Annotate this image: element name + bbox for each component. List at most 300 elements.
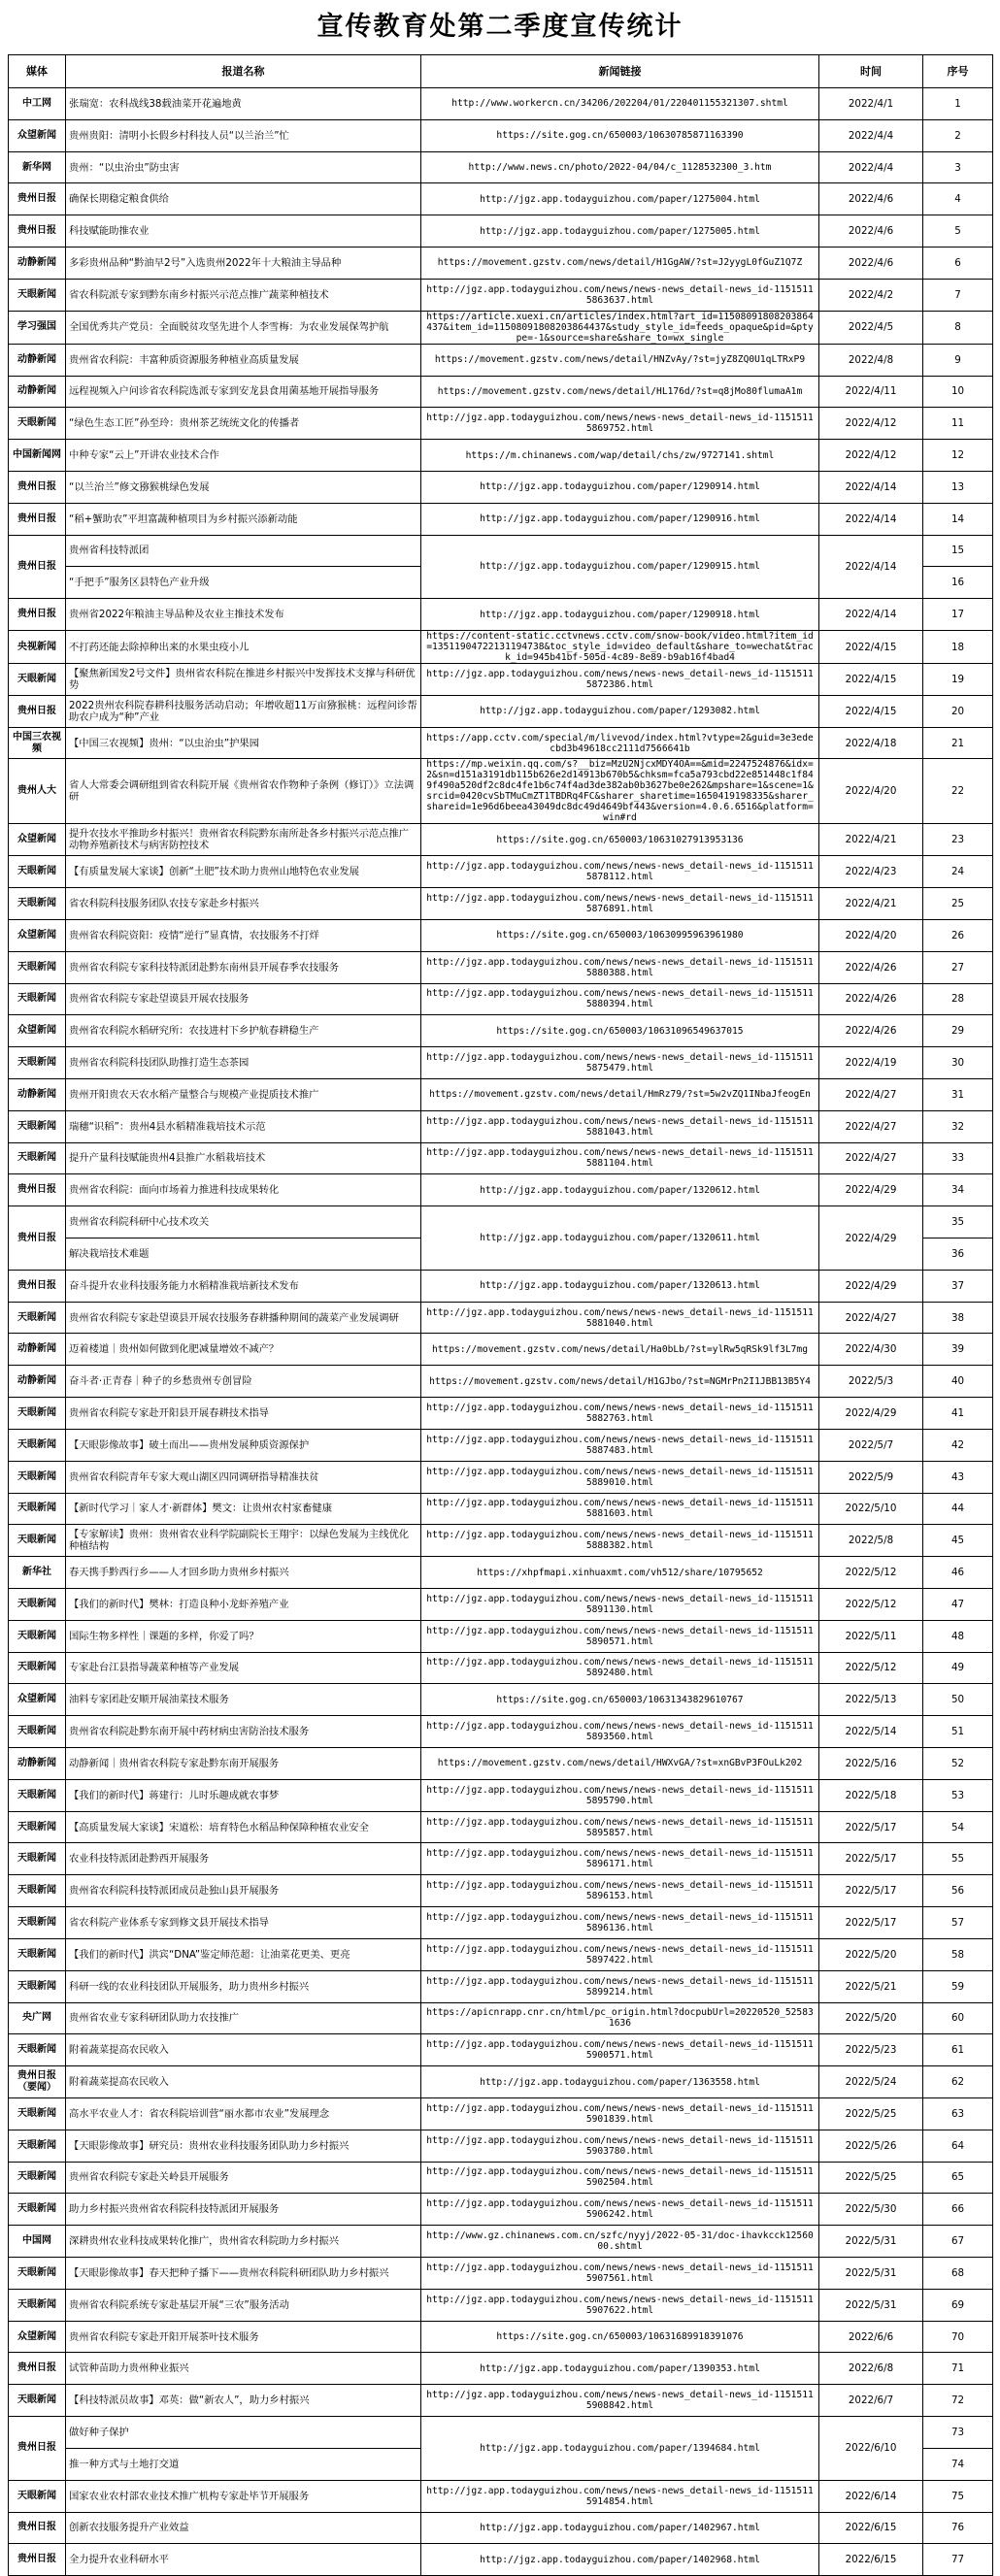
serial-number-cell: 39 [923,1334,993,1366]
report-name-cell: 国际生物多样性｜课题的多样，你爱了吗？ [66,1620,421,1652]
media-cell: 天眼新闻 [9,2162,66,2194]
table-row [9,1652,993,1684]
date-cell: 2022/4/2 [819,279,923,311]
report-name-cell: 油料专家团赴安顺开展油菜技术服务 [66,1684,421,1716]
news-link[interactable]: http://jgz.app.todayguizhou.com/news/news-news_detail-news_id-11515115899214.html [421,1970,819,2002]
media-cell: 天眼新闻 [9,1716,66,1748]
news-link[interactable]: http://jgz.app.todayguizhou.com/paper/1290914.html [421,471,819,503]
date-cell: 2022/4/14 [819,503,923,535]
date-cell: 2022/4/21 [819,888,923,920]
date-cell: 2022/5/12 [819,1588,923,1620]
table-row [9,215,993,248]
date-cell: 2022/5/11 [819,1620,923,1652]
table-row [9,1174,993,1206]
report-name-cell: 贵州省农科院专家赴开阳县开展春耕技术指导 [66,1398,421,1430]
news-link[interactable]: http://jgz.app.todayguizhou.com/news/news-news_detail-news_id-11515115891130.html [421,1588,819,1620]
media-cell: 中国网 [9,2226,66,2258]
serial-number-cell: 60 [923,2002,993,2034]
report-name-cell: 做好种子保护 [66,2417,421,2449]
news-link[interactable]: http://jgz.app.todayguizhou.com/news/news-news_detail-news_id-11515115881104.html [421,1142,819,1174]
serial-number-cell: 40 [923,1366,993,1398]
news-link[interactable]: http://jgz.app.todayguizhou.com/paper/1390353.html [421,2353,819,2385]
serial-number-cell: 73 [923,2417,993,2449]
table-row [9,1429,993,1461]
serial-number-cell: 22 [923,759,993,824]
table-row [9,1557,993,1589]
media-cell: 天眼新闻 [9,2034,66,2066]
report-name-cell: 贵州省农科院系统专家赴基层开展“三农”服务活动 [66,2289,421,2321]
news-link[interactable]: http://jgz.app.todayguizhou.com/news/news-news_detail-news_id-11515115890571.html [421,1620,819,1652]
report-name-cell: 农业科技特派团赴黔西开展服务 [66,1843,421,1875]
table-row [9,856,993,888]
news-link[interactable]: http://jgz.app.todayguizhou.com/news/news-news_detail-news_id-11515115880394.html [421,983,819,1015]
serial-number-cell: 64 [923,2130,993,2162]
news-link[interactable]: https://movement.gzstv.com/news/detail/HL176d/?st=q8jMo80flumaA1m [421,376,819,408]
report-name-cell: 贵州省农科院科技团队助推打造生态茶园 [66,1047,421,1079]
news-link[interactable]: http://jgz.app.todayguizhou.com/news/news-news_detail-news_id-11515115863637.html [421,279,819,311]
table-row [9,1047,993,1079]
news-link[interactable]: http://www.news.cn/photo/2022-04/04/c_1128532300_3.htm [421,151,819,183]
news-link[interactable]: http://jgz.app.todayguizhou.com/news/news-news_detail-news_id-11515115892480.html [421,1652,819,1684]
report-name-cell: 贵州省农科院赴黔东南开展中药材病虫害防治技术服务 [66,1716,421,1748]
serial-number-cell: 30 [923,1047,993,1079]
table-row [9,2226,993,2258]
date-cell: 2022/5/20 [819,1938,923,1970]
news-link[interactable]: http://jgz.app.todayguizhou.com/news/news-news_detail-news_id-11515115895857.html [421,1811,819,1843]
news-link[interactable]: http://jgz.app.todayguizhou.com/news/news-news_detail-news_id-11515115907622.html [421,2289,819,2321]
date-cell: 2022/5/31 [819,2226,923,2258]
report-name-cell: 【我们的新时代】樊林：打造良种小龙虾养殖产业 [66,1588,421,1620]
news-link[interactable]: http://jgz.app.todayguizhou.com/paper/1320613.html [421,1270,819,1302]
news-link[interactable]: http://jgz.app.todayguizhou.com/news/news-news_detail-news_id-11515115876891.html [421,888,819,920]
date-cell: 2022/6/8 [819,2353,923,2385]
report-name-cell: “稻+蟹助农”平坦富蔬种植项目为乡村振兴添新动能 [66,503,421,535]
news-link[interactable]: https://site.gog.cn/650003/10631343829610767 [421,1684,819,1716]
news-link[interactable]: https://movement.gzstv.com/news/detail/HNZvAy/?st=jyZ8ZQ0U1qLTRxP9 [421,344,819,376]
table-row [9,1716,993,1748]
date-cell: 2022/4/12 [819,440,923,472]
news-link[interactable]: http://jgz.app.todayguizhou.com/news/news-news_detail-news_id-11515115903780.html [421,2130,819,2162]
news-link[interactable]: https://m.chinanews.com/wap/detail/chs/zw/9727141.shtml [421,440,819,472]
table-row [9,727,993,759]
serial-number-cell: 23 [923,824,993,856]
media-cell: 天眼新闻 [9,2480,66,2512]
report-name-cell: 贵州省农科院科研中心技术攻关 [66,1206,421,1238]
table-row [9,471,993,503]
news-link[interactable]: http://jgz.app.todayguizhou.com/news/news-news_detail-news_id-11515115872386.html [421,664,819,696]
report-name-cell: 创新农技服务提升产业效益 [66,2512,421,2544]
serial-number-cell: 53 [923,1779,993,1811]
date-cell: 2022/5/17 [819,1907,923,1939]
header-link: 新闻链接 [421,55,819,88]
news-link[interactable]: https://app.cctv.com/special/m/livevod/index.html?vtype=2&guid=3e3edecbd3b49618cc2111d7566641b [421,727,819,759]
serial-number-cell: 45 [923,1525,993,1557]
report-name-cell: 省农科院科技服务团队农技专家赴乡村振兴 [66,888,421,920]
date-cell: 2022/5/31 [819,2258,923,2290]
serial-number-cell: 52 [923,1748,993,1780]
table-row [9,2130,993,2162]
serial-number-cell: 48 [923,1620,993,1652]
news-link[interactable]: http://jgz.app.todayguizhou.com/news/news-news_detail-news_id-11515115902504.html [421,2162,819,2194]
report-name-cell: 贵州省农业专家科研团队助力农技推广 [66,2002,421,2034]
table-row [9,440,993,472]
report-name-cell: 全国优秀共产党员：全面脱贫攻坚先进个人李雪梅：为农业发展保驾护航 [66,311,421,344]
serial-number-cell: 72 [923,2385,993,2417]
report-name-cell: 省人大常委会调研组到省农科院开展《贵州省农作物种子条例（修订）》立法调研 [66,759,421,824]
report-name-cell: 高水平农业人才：省农科院培训营“丽水都市农业”发展理念 [66,2097,421,2130]
news-link[interactable]: https://site.gog.cn/650003/10630785871163390 [421,119,819,151]
serial-number-cell: 29 [923,1015,993,1047]
table-row [9,151,993,183]
table-row [9,631,993,664]
news-link[interactable]: http://jgz.app.todayguizhou.com/paper/1290915.html [421,535,819,599]
table-row [9,1334,993,1366]
news-link[interactable]: http://jgz.app.todayguizhou.com/news/news-news_detail-news_id-11515115889010.html [421,1461,819,1493]
media-cell: 天眼新闻 [9,2385,66,2417]
serial-number-cell: 16 [923,567,993,599]
report-name-cell: 助力乡村振兴贵州省农科院科技特派团开展服务 [66,2194,421,2226]
table-row [9,1302,993,1334]
table-row [9,1270,993,1302]
news-link[interactable]: https://site.gog.cn/650003/10631096549637015 [421,1015,819,1047]
news-link[interactable]: http://jgz.app.todayguizhou.com/news/news-news_detail-news_id-11515115907561.html [421,2258,819,2290]
date-cell: 2022/5/3 [819,1366,923,1398]
date-cell: 2022/6/10 [819,2417,923,2481]
news-link[interactable]: https://movement.gzstv.com/news/detail/H1GgAW/?st=J2yygL0fGuZ1Q7Z [421,248,819,280]
media-cell: 天眼新闻 [9,408,66,440]
table-row [9,88,993,120]
date-cell: 2022/4/4 [819,151,923,183]
news-link[interactable]: http://jgz.app.todayguizhou.com/paper/1402967.html [421,2512,819,2544]
serial-number-cell: 56 [923,1875,993,1907]
media-cell: 天眼新闻 [9,1620,66,1652]
table-row [9,599,993,631]
report-name-cell: 【新时代学习｜家人才·新群体】樊文：让贵州农村家畜健康 [66,1493,421,1525]
table-row [9,1907,993,1939]
date-cell: 2022/5/21 [819,1970,923,2002]
media-cell: 动静新闻 [9,248,66,280]
table-row [9,1779,993,1811]
date-cell: 2022/5/14 [819,1716,923,1748]
table-row [9,1525,993,1557]
media-cell: 天眼新闻 [9,1811,66,1843]
serial-number-cell: 21 [923,727,993,759]
news-link[interactable]: https://apicnrapp.cnr.cn/html/pc_origin.html?docpubUrl=20220520_525831636 [421,2002,819,2034]
header-no: 序号 [923,55,993,88]
media-cell: 天眼新闻 [9,1779,66,1811]
news-link[interactable]: http://jgz.app.todayguizhou.com/paper/1394684.html [421,2417,819,2481]
report-name-cell: “以兰治兰”修文猕猴桃绿色发展 [66,471,421,503]
news-link[interactable]: https://movement.gzstv.com/news/detail/Ha0bLb/?st=ylRw5qRSk9lf3L7mg [421,1334,819,1366]
report-name-cell: 【我们的新时代】洪宾“DNA”鉴定师范超：让油菜花更美、更亮 [66,1938,421,1970]
news-link[interactable]: https://site.gog.cn/650003/10631027913953136 [421,824,819,856]
table-row [9,408,993,440]
news-link[interactable]: https://movement.gzstv.com/news/detail/HWXvGA/?st=xnGBvP3FOuLk202 [421,1748,819,1780]
report-name-cell: 【有质量发展大家谈】创新“土肥”技术助力贵州山地特色农业发展 [66,856,421,888]
media-cell: 动静新闻 [9,1366,66,1398]
report-name-cell: 试管种苗助力贵州种业振兴 [66,2353,421,2385]
table-row [9,183,993,215]
header-media: 媒体 [9,55,66,88]
news-link[interactable]: http://jgz.app.todayguizhou.com/paper/1293082.html [421,695,819,727]
serial-number-cell: 4 [923,183,993,215]
news-link[interactable]: http://jgz.app.todayguizhou.com/news/news-news_detail-news_id-11515115878112.html [421,856,819,888]
report-name-cell: 贵州省农科院科技特派团成员赴独山县开展服务 [66,1875,421,1907]
report-name-cell: “手把手”服务区县特色产业升级 [66,567,421,599]
news-link[interactable]: http://jgz.app.todayguizhou.com/news/news-news_detail-news_id-11515115914854.html [421,2480,819,2512]
news-link[interactable]: http://jgz.app.todayguizhou.com/news/news-news_detail-news_id-11515115888382.html [421,1525,819,1557]
media-cell: 贵州日报（要闻） [9,2066,66,2098]
news-link[interactable]: http://jgz.app.todayguizhou.com/news/news-news_detail-news_id-11515115908842.html [421,2385,819,2417]
serial-number-cell: 49 [923,1652,993,1684]
news-link[interactable]: https://content-static.cctvnews.cctv.com/snow-book/video.html?item_id=13511904722131194738&toc_style_id=video_default&share_to=wechat&track_id=945b41bf-505d-4c89-8e89-b9ab16f4bad4 [421,631,819,664]
report-name-cell: 贵州省农科院专家赴望谟县开展农技服务 [66,983,421,1015]
serial-number-cell: 46 [923,1557,993,1589]
news-link[interactable]: http://jgz.app.todayguizhou.com/news/news-news_detail-news_id-11515115893560.html [421,1716,819,1748]
serial-number-cell: 26 [923,919,993,951]
date-cell: 2022/5/26 [819,2130,923,2162]
table-row [9,1620,993,1652]
media-cell: 贵州日报 [9,1174,66,1206]
table-row [9,1843,993,1875]
report-name-cell: 贵州省农科院资阳：疫情“逆行”显真情，农技服务不打烊 [66,919,421,951]
report-name-cell: 贵州省农科院专家科技特派团赴黔东南州县开展春季农技服务 [66,951,421,983]
news-link[interactable]: http://www.workercn.cn/34206/202204/01/220401155321307.shtml [421,88,819,120]
table-row [9,2544,993,2576]
date-cell: 2022/4/20 [819,919,923,951]
date-cell: 2022/5/25 [819,2097,923,2130]
media-cell: 新华社 [9,1557,66,1589]
serial-number-cell: 44 [923,1493,993,1525]
table-row [9,2417,993,2449]
news-link[interactable]: http://jgz.app.todayguizhou.com/news/news-news_detail-news_id-11515115880388.html [421,951,819,983]
serial-number-cell: 11 [923,408,993,440]
date-cell: 2022/4/29 [819,1270,923,1302]
serial-number-cell: 69 [923,2289,993,2321]
report-name-cell: 科研一线的农业科技团队开展服务，助力贵州乡村振兴 [66,1970,421,2002]
news-link[interactable]: http://jgz.app.todayguizhou.com/news/news-news_detail-news_id-11515115882763.html [421,1398,819,1430]
news-link[interactable]: http://jgz.app.todayguizhou.com/paper/1363558.html [421,2066,819,2098]
news-link[interactable]: https://xhpfmapi.xinhuaxmt.com/vh512/share/10795652 [421,1557,819,1589]
media-cell: 中国新闻网 [9,440,66,472]
news-link[interactable]: http://jgz.app.todayguizhou.com/news/news-news_detail-news_id-11515115881040.html [421,1302,819,1334]
news-link[interactable]: http://jgz.app.todayguizhou.com/paper/1275004.html [421,183,819,215]
date-cell: 2022/4/26 [819,983,923,1015]
news-link[interactable]: http://jgz.app.todayguizhou.com/news/news-news_detail-news_id-11515115906242.html [421,2194,819,2226]
serial-number-cell: 68 [923,2258,993,2290]
media-cell: 天眼新闻 [9,1938,66,1970]
serial-number-cell: 2 [923,119,993,151]
report-name-cell: 【天眼影像故事】研究员：贵州农业科技服务团队助力乡村振兴 [66,2130,421,2162]
page-title: 宣传教育处第二季度宣传统计 [317,12,683,42]
news-link[interactable]: https://movement.gzstv.com/news/detail/H1GJbo/?st=NGMrPn2I1JBB13B5Y4 [421,1366,819,1398]
table-row [9,1748,993,1780]
serial-number-cell: 63 [923,2097,993,2130]
date-cell: 2022/4/5 [819,311,923,344]
table-row [9,2321,993,2353]
date-cell: 2022/4/20 [819,759,923,824]
serial-number-cell: 1 [923,88,993,120]
serial-number-cell: 34 [923,1174,993,1206]
news-link[interactable]: https://movement.gzstv.com/news/detail/HmRz79/?st=5w2vZQ1INbaJfeogEn [421,1078,819,1110]
media-cell: 动静新闻 [9,376,66,408]
serial-number-cell: 9 [923,344,993,376]
date-cell: 2022/5/17 [819,1875,923,1907]
media-cell: 天眼新闻 [9,1302,66,1334]
media-cell: 天眼新闻 [9,983,66,1015]
report-name-cell: 贵州贵阳：清明小长假乡村科技人员“以兰治兰”忙 [66,119,421,151]
report-name-cell: 迈着楼道｜贵州如何做到化肥减量增效不减产？ [66,1334,421,1366]
media-cell: 央广网 [9,2002,66,2034]
serial-number-cell: 8 [923,311,993,344]
serial-number-cell: 20 [923,695,993,727]
table-row [9,1588,993,1620]
news-link[interactable]: http://jgz.app.todayguizhou.com/news/news-news_detail-news_id-11515115881603.html [421,1493,819,1525]
news-link[interactable]: https://article.xuexi.cn/articles/index.html?art_id=11508091808203864437&item_id=11508091808203864437&study_style_id=feeds_opaque&pid=&ptype=-1&source=share&share_to=wx_single [421,311,819,344]
report-name-cell: 解决栽培技术难题 [66,1238,421,1271]
report-name-cell: 【高质量发展大家谈】宋道松：培育特色水稻品种保障种植农业安全 [66,1811,421,1843]
table-row [9,2034,993,2066]
media-cell: 天眼新闻 [9,2194,66,2226]
news-link[interactable]: http://jgz.app.todayguizhou.com/paper/1275005.html [421,215,819,248]
media-cell: 天眼新闻 [9,2130,66,2162]
report-name-cell: 动静新闻｜贵州省农科院专家赴黔东南开展服务 [66,1748,421,1780]
table-row [9,2162,993,2194]
news-link[interactable]: http://jgz.app.todayguizhou.com/news/news-news_detail-news_id-11515115896171.html [421,1843,819,1875]
table-row [9,1142,993,1174]
serial-number-cell: 15 [923,535,993,567]
news-link[interactable]: http://jgz.app.todayguizhou.com/paper/1320612.html [421,1174,819,1206]
media-cell: 天眼新闻 [9,279,66,311]
date-cell: 2022/6/15 [819,2512,923,2544]
news-link[interactable]: http://jgz.app.todayguizhou.com/paper/1290916.html [421,503,819,535]
news-link[interactable]: http://jgz.app.todayguizhou.com/news/news-news_detail-news_id-11515115895790.html [421,1779,819,1811]
date-cell: 2022/4/6 [819,215,923,248]
media-cell: 众望新闻 [9,1684,66,1716]
news-link[interactable]: http://jgz.app.todayguizhou.com/news/news-news_detail-news_id-11515115887483.html [421,1429,819,1461]
date-cell: 2022/5/9 [819,1461,923,1493]
serial-number-cell: 13 [923,471,993,503]
table-row [9,2289,993,2321]
table-row [9,344,993,376]
serial-number-cell: 12 [923,440,993,472]
report-name-cell: 【中国三农视频】贵州：“以虫治虫”护果园 [66,727,421,759]
date-cell: 2022/5/30 [819,2194,923,2226]
serial-number-cell: 27 [923,951,993,983]
news-link[interactable]: http://jgz.app.todayguizhou.com/news/news-news_detail-news_id-11515115900571.html [421,2034,819,2066]
table-row [9,1366,993,1398]
date-cell: 2022/4/27 [819,1302,923,1334]
media-cell: 天眼新闻 [9,1907,66,1939]
media-cell: 众望新闻 [9,1015,66,1047]
date-cell: 2022/4/1 [819,88,923,120]
date-cell: 2022/5/8 [819,1525,923,1557]
news-link[interactable]: http://jgz.app.todayguizhou.com/news/news-news_detail-news_id-11515115869752.html [421,408,819,440]
table-row [9,1684,993,1716]
table-body [9,88,993,2576]
date-cell: 2022/4/15 [819,695,923,727]
table-row [9,1206,993,1238]
news-link[interactable]: http://jgz.app.todayguizhou.com/news/news-news_detail-news_id-11515115881043.html [421,1110,819,1142]
serial-number-cell: 55 [923,1843,993,1875]
news-link[interactable]: https://site.gog.cn/650003/10630995963961980 [421,919,819,951]
table-row [9,535,993,567]
news-link[interactable]: http://jgz.app.todayguizhou.com/news/news-news_detail-news_id-11515115897422.html [421,1938,819,1970]
news-link[interactable]: http://jgz.app.todayguizhou.com/paper/1402968.html [421,2544,819,2576]
serial-number-cell: 70 [923,2321,993,2353]
date-cell: 2022/4/26 [819,1015,923,1047]
report-name-cell: 深耕贵州农业科技成果转化推广，贵州省农科院助力乡村振兴 [66,2226,421,2258]
news-link[interactable]: http://jgz.app.todayguizhou.com/news/news-news_detail-news_id-11515115896136.html [421,1907,819,1939]
date-cell: 2022/4/14 [819,535,923,599]
news-link[interactable]: http://jgz.app.todayguizhou.com/news/news-news_detail-news_id-11515115901839.html [421,2097,819,2130]
date-cell: 2022/5/12 [819,1557,923,1589]
table-row [9,1970,993,2002]
serial-number-cell: 24 [923,856,993,888]
report-name-cell: “绿色生态工匠”孙至玲：贵州茶艺统统文化的传播者 [66,408,421,440]
media-cell: 贵州日报 [9,695,66,727]
news-link[interactable]: http://jgz.app.todayguizhou.com/paper/1290918.html [421,599,819,631]
media-cell: 天眼新闻 [9,856,66,888]
media-cell: 中国三农视频 [9,727,66,759]
media-cell: 天眼新闻 [9,1110,66,1142]
table-row [9,888,993,920]
date-cell: 2022/5/7 [819,1429,923,1461]
report-name-cell: 春天携手黔西行乡——人才回乡助力贵州乡村振兴 [66,1557,421,1589]
news-link[interactable]: http://jgz.app.todayguizhou.com/news/news-news_detail-news_id-11515115896153.html [421,1875,819,1907]
date-cell: 2022/4/14 [819,471,923,503]
media-cell: 天眼新闻 [9,2289,66,2321]
media-cell: 贵州日报 [9,2353,66,2385]
table-row [9,503,993,535]
table-row [9,759,993,824]
media-cell: 天眼新闻 [9,1047,66,1079]
media-cell: 天眼新闻 [9,951,66,983]
date-cell: 2022/4/6 [819,248,923,280]
header-name: 报道名称 [66,55,421,88]
media-cell: 众望新闻 [9,2321,66,2353]
media-cell: 天眼新闻 [9,888,66,920]
date-cell: 2022/5/31 [819,2289,923,2321]
table-row [9,1461,993,1493]
media-cell: 天眼新闻 [9,1875,66,1907]
media-cell: 中工网 [9,88,66,120]
news-link[interactable]: http://jgz.app.todayguizhou.com/news/news-news_detail-news_id-11515115875479.html [421,1047,819,1079]
media-cell: 天眼新闻 [9,1525,66,1557]
report-name-cell: 贵州省农科院：面向市场着力推进科技成果转化 [66,1174,421,1206]
report-name-cell: 【专家解读】贵州：贵州省农业科学院副院长王翔宇：以绿色发展为主线优化种植结构 [66,1525,421,1557]
table-row [9,1398,993,1430]
news-link[interactable]: https://mp.weixin.qq.com/s?__biz=MzU2NjcxMDY4OA==&mid=2247524876&idx=2&sn=d151a3191db115b626e2d14913b670b5&chksm=fca5a793cbd22e851448c1f849f490a520df2c8dc4fe1b6c74f4ad3de382ab0b3627be0e262&mpshare=1&scene=1&srcid=0420cvSbTMuCmZT1TBDRq4FC&sharer_sharetime=1650419198335&sharer_shareid=1e96d6beea43049dc8dc49d4649bf443&version=4.0.6.6516&platform=win#rd [421,759,819,824]
serial-number-cell: 36 [923,1238,993,1271]
report-name-cell: 【天眼影像故事】破土而出——贵州发展种质资源保护 [66,1429,421,1461]
media-cell: 天眼新闻 [9,1843,66,1875]
news-link[interactable]: http://www.gz.chinanews.com.cn/szfc/nyyj/2022-05-31/doc-ihavkcck1256000.shtml [421,2226,819,2258]
serial-number-cell: 67 [923,2226,993,2258]
table-row [9,248,993,280]
media-cell: 贵州日报 [9,503,66,535]
report-name-cell: 奋斗提升农业科技服务能力水稻精准栽培新技术发布 [66,1270,421,1302]
date-cell: 2022/4/29 [819,1398,923,1430]
date-cell: 2022/5/17 [819,1843,923,1875]
serial-number-cell: 66 [923,2194,993,2226]
serial-number-cell: 5 [923,215,993,248]
news-link[interactable]: https://site.gog.cn/650003/10631689918391076 [421,2321,819,2353]
media-cell: 贵州日报 [9,183,66,215]
date-cell: 2022/4/21 [819,824,923,856]
news-link[interactable]: http://jgz.app.todayguizhou.com/paper/1320611.html [421,1206,819,1271]
date-cell: 2022/4/26 [819,951,923,983]
